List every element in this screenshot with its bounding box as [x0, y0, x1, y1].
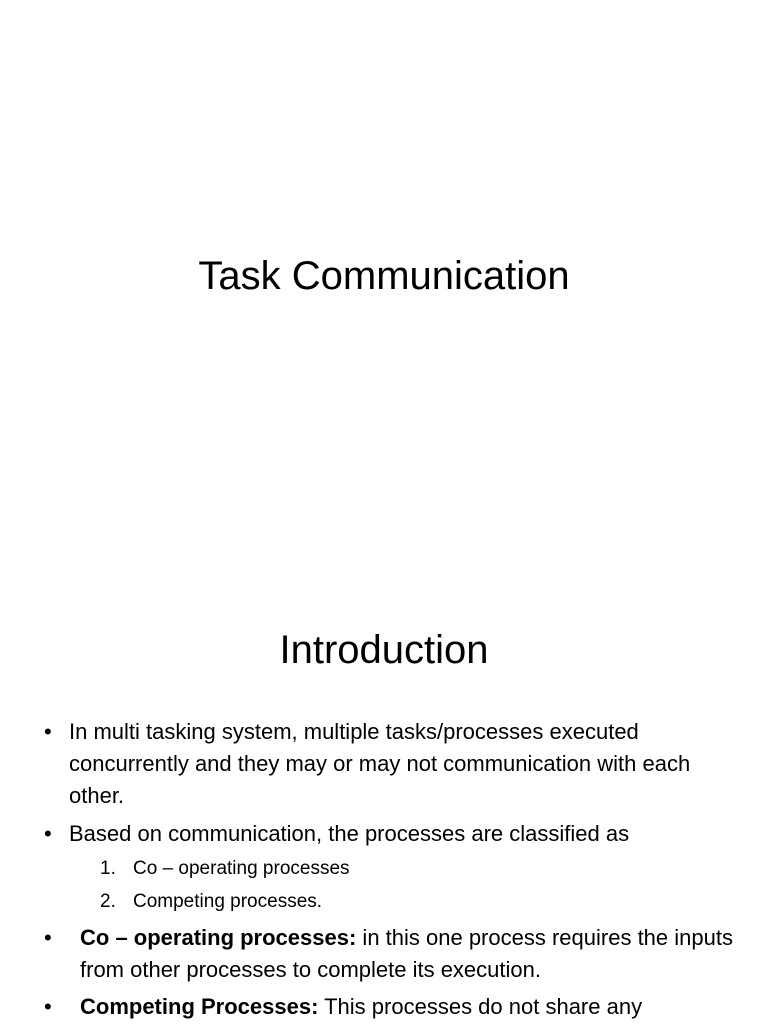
- definition-term: Competing Processes:: [80, 994, 319, 1019]
- bullet-marker: •: [44, 821, 52, 846]
- definition-term: Co – operating processes:: [80, 925, 357, 950]
- bullet-marker: •: [44, 925, 52, 950]
- definition-body: This processes do not share any: [318, 994, 643, 1019]
- item-text: Competing processes.: [133, 891, 323, 912]
- bullet-marker: •: [44, 719, 52, 744]
- definition-text: [80, 991, 740, 1023]
- slide-title: Task Communication: [198, 254, 570, 298]
- section-heading: Introduction: [279, 628, 489, 672]
- bullet-text: In multi tasking system, multiple tasks/processes executed concurrently and they may or may not communication with each other.: [69, 719, 691, 808]
- item-number: 2.: [100, 891, 116, 912]
- bullet-text: Based on communication, the processes are classified as: [69, 821, 630, 846]
- item-number: 1.: [100, 858, 116, 879]
- bullet-marker: •: [44, 994, 52, 1019]
- item-text: Co – operating processes: [133, 858, 350, 879]
- definition-body: in this one process requires the inputs from other processes to complete its execution.: [80, 925, 733, 982]
- definition-text: [80, 922, 740, 986]
